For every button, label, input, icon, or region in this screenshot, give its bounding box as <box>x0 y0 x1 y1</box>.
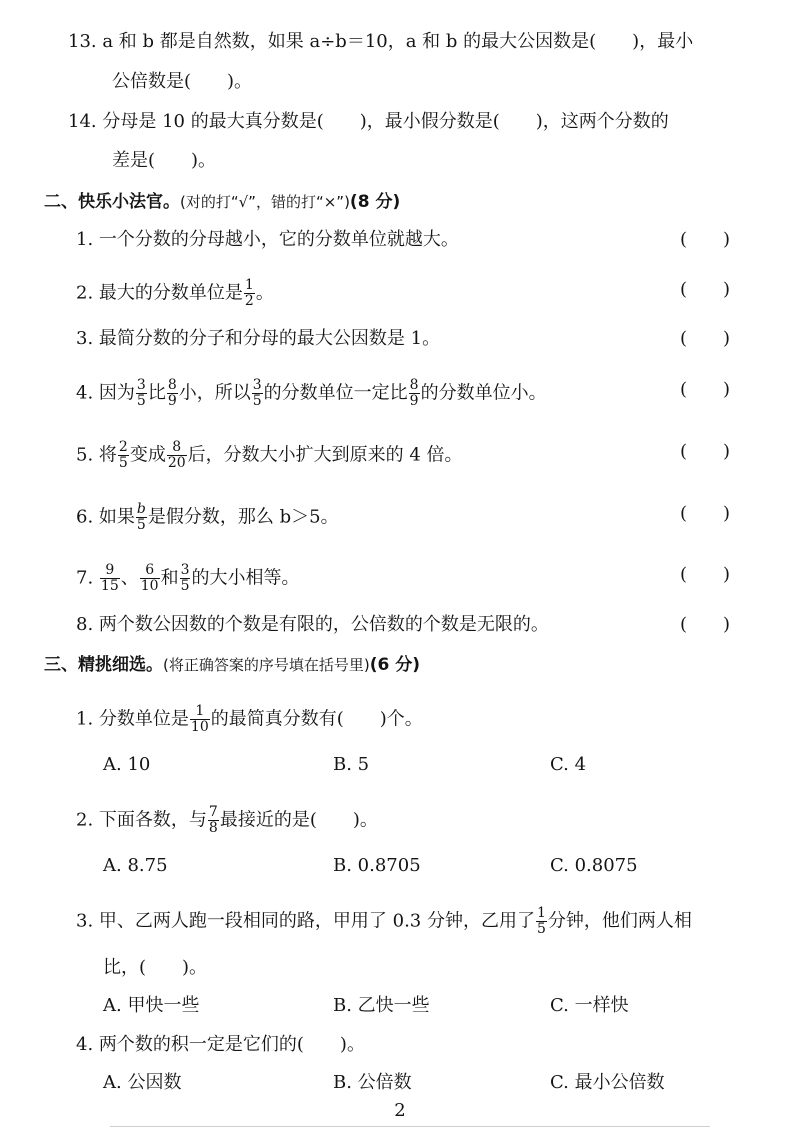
s3-q3-tail: 分钟，他们两人相 <box>547 910 692 932</box>
s3-q3-line2: 比，( )。 <box>103 957 208 978</box>
section3-heading <box>44 653 420 677</box>
s3-q3-option-b[interactable]: B. 乙快一些 <box>333 995 430 1016</box>
s2-item-7-text: 和 <box>160 567 179 589</box>
numerator: 3 <box>180 562 190 578</box>
s2-item-2-text: 2. 最大的分数单位是 <box>76 282 243 304</box>
section3-note: (将正确答案的序号填在括号里) <box>163 656 370 674</box>
fraction <box>136 502 147 533</box>
s2-answer-paren-6[interactable]: ( ) <box>680 503 731 524</box>
q13-line1: 13. a 和 b 都是自然数，如果 a÷b＝10，a 和 b 的最大公因数是( )，最小 <box>68 31 694 52</box>
fraction <box>190 704 210 735</box>
section2-note: (对的打“√”，错的打“×”) <box>180 193 350 211</box>
s2-answer-paren-7[interactable]: ( ) <box>680 564 731 585</box>
section3-title: 三、精挑细选。 <box>44 655 163 675</box>
denominator: 5 <box>252 393 262 409</box>
s3-q4: 4. 两个数的积一定是它们的( )。 <box>76 1034 365 1055</box>
denominator: 10 <box>190 719 209 735</box>
section2-score: (8 分) <box>349 192 401 212</box>
fraction <box>409 378 420 409</box>
numerator: 3 <box>136 377 146 393</box>
s3-q3-option-a[interactable]: A. 甲快一些 <box>103 995 200 1016</box>
s2-item-5-text: 变成 <box>129 444 166 466</box>
s2-answer-paren-1[interactable]: ( ) <box>680 229 731 250</box>
q13-line2: 公倍数是( )。 <box>112 71 253 92</box>
s2-item-5-tail: 后，分数大小扩大到原来的 4 倍。 <box>187 444 463 466</box>
s3-q2-option-a[interactable]: A. 8.75 <box>103 855 168 876</box>
numerator: 8 <box>167 440 187 456</box>
numerator: 2 <box>118 439 128 455</box>
s3-q2-tail: 最接近的是( )。 <box>219 809 378 831</box>
s3-q2 <box>76 805 378 836</box>
numerator: 1 <box>536 905 546 921</box>
s2-item-5 <box>76 440 463 471</box>
s3-q1-text: 1. 分数单位是 <box>76 708 189 730</box>
numerator: 8 <box>409 377 419 393</box>
denominator: 20 <box>167 455 186 471</box>
denominator: 5 <box>180 578 190 594</box>
numerator: 9 <box>100 563 120 579</box>
s3-q1-option-b[interactable]: B. 5 <box>333 754 370 775</box>
s3-q3-option-c[interactable]: C. 一样快 <box>550 995 629 1016</box>
s2-answer-paren-4[interactable]: ( ) <box>680 379 731 400</box>
numerator: 7 <box>208 804 218 820</box>
s2-item-7-tail: 的大小相等。 <box>191 567 300 589</box>
s2-item-4-text: 比 <box>147 382 166 404</box>
denominator: 8 <box>208 820 218 836</box>
s3-q1 <box>76 704 423 735</box>
numerator: 6 <box>140 563 160 579</box>
fraction <box>118 440 129 471</box>
fraction <box>208 805 219 836</box>
s2-item-5-text: 5. 将 <box>76 444 117 466</box>
s3-q4-option-c[interactable]: C. 最小公倍数 <box>550 1072 665 1093</box>
numerator: 1 <box>190 704 210 720</box>
numerator: 3 <box>252 377 262 393</box>
s2-answer-paren-3[interactable]: ( ) <box>680 328 731 349</box>
fraction <box>252 378 263 409</box>
denominator: 5 <box>118 455 128 471</box>
bottom-divider <box>110 1126 710 1127</box>
denominator: 9 <box>409 393 419 409</box>
s2-item-6-tail: 是假分数，那么 b＞5。 <box>147 506 339 528</box>
s2-item-2 <box>76 278 274 309</box>
denominator: 15 <box>100 578 119 594</box>
s3-q3-text: 3. 甲、乙两人跑一段相同的路，甲用了 0.3 分钟，乙用了 <box>76 910 535 932</box>
s2-answer-paren-5[interactable]: ( ) <box>680 441 731 462</box>
fraction <box>100 563 120 594</box>
s2-answer-paren-8[interactable]: ( ) <box>680 614 731 635</box>
s2-item-7-text: 7. <box>76 567 99 589</box>
s2-item-6 <box>76 502 339 533</box>
denominator: 10 <box>140 578 159 594</box>
s3-q1-option-a[interactable]: A. 10 <box>103 754 151 775</box>
fraction <box>244 278 255 309</box>
fraction <box>536 906 547 937</box>
numerator: 8 <box>167 377 177 393</box>
s2-item-3: 3. 最简分数的分子和分母的最大公因数是 1。 <box>76 328 441 349</box>
page-number: 2 <box>394 1100 406 1121</box>
denominator: 5 <box>536 921 546 937</box>
s2-item-7-text: 、 <box>120 567 139 589</box>
s2-item-7 <box>76 563 299 594</box>
section3-score: (6 分) <box>369 655 421 675</box>
s2-item-2-tail: 。 <box>255 282 274 304</box>
fraction <box>136 378 147 409</box>
s2-item-4-text: 的分数单位一定比 <box>263 382 408 404</box>
s2-item-4-tail: 的分数单位小。 <box>420 382 547 404</box>
s2-item-8: 8. 两个数公因数的个数是有限的，公倍数的个数是无限的。 <box>76 614 549 635</box>
numerator: 1 <box>244 277 254 293</box>
fraction <box>167 440 187 471</box>
section2-heading <box>44 190 400 214</box>
s2-answer-paren-2[interactable]: ( ) <box>680 279 731 300</box>
denominator: 5 <box>136 393 146 409</box>
denominator: 5 <box>136 517 146 533</box>
denominator: 2 <box>244 293 254 309</box>
q14-line1: 14. 分母是 10 的最大真分数是( )，最小假分数是( )，这两个分数的 <box>68 111 669 132</box>
s3-q3 <box>76 906 692 937</box>
s2-item-4-text: 4. 因为 <box>76 382 135 404</box>
s2-item-1: 1. 一个分数的分母越小，它的分数单位就越大。 <box>76 229 459 250</box>
s3-q2-text: 2. 下面各数，与 <box>76 809 207 831</box>
s2-item-4-text: 小，所以 <box>178 382 251 404</box>
s3-q4-option-a[interactable]: A. 公因数 <box>103 1072 182 1093</box>
numerator: b <box>136 501 146 517</box>
section2-title: 二、快乐小法官。 <box>44 192 180 212</box>
s3-q1-option-c[interactable]: C. 4 <box>550 754 587 775</box>
fraction <box>180 563 191 594</box>
s3-q4-option-b[interactable]: B. 公倍数 <box>333 1072 412 1093</box>
fraction <box>167 378 178 409</box>
s2-item-6-text: 6. 如果 <box>76 506 135 528</box>
fraction <box>140 563 160 594</box>
s3-q2-option-c[interactable]: C. 0.8075 <box>550 855 638 876</box>
s2-item-4 <box>76 378 547 409</box>
s3-q2-option-b[interactable]: B. 0.8705 <box>333 855 421 876</box>
q14-line2: 差是( )。 <box>112 150 217 171</box>
denominator: 9 <box>167 393 177 409</box>
s3-q1-tail: 的最简真分数有( )个。 <box>210 708 423 730</box>
